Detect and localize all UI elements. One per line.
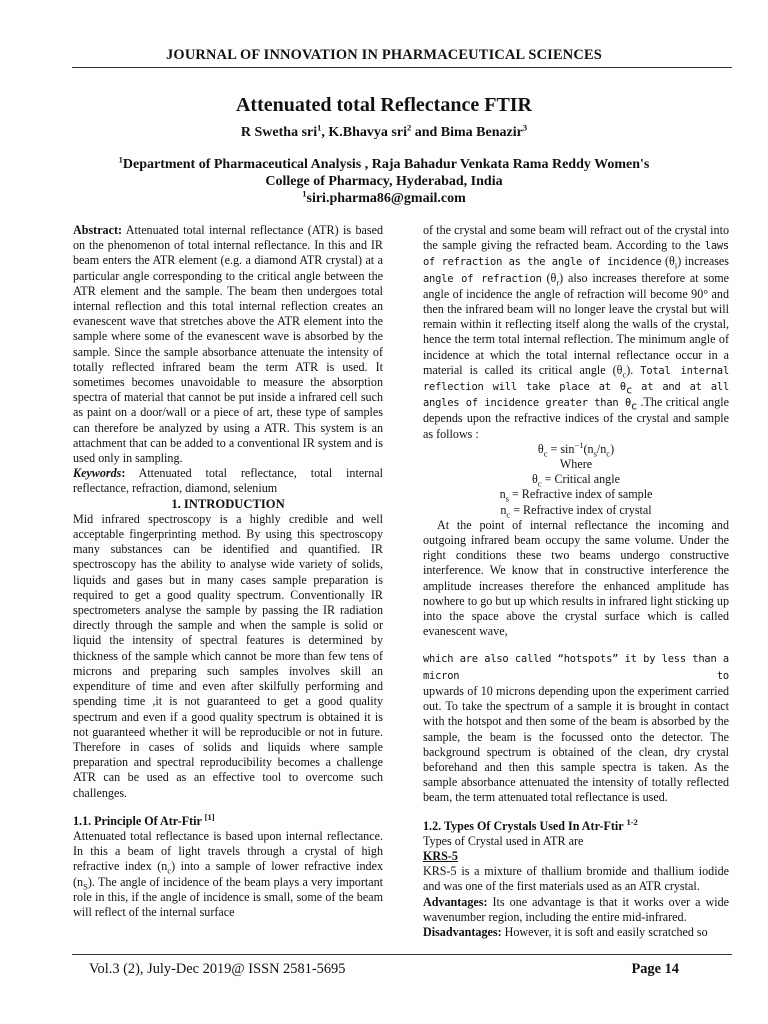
abstract [73,223,383,466]
right-column [423,223,729,940]
keywords-text: Attenuated total reflectance, total internal reflectance, refraction, diamond, selenium [73,466,383,496]
formula-definition: $n_c$ = Refractive index of crystal [500,502,652,520]
journal-header: JOURNAL OF INNOVATION IN PHARMACEUTICAL SCIENCES [166,47,602,63]
author-separator: and [411,125,441,140]
affiliation-line-1: $^1$Department of Pharmaceutical Analysis , Raja Bahadur Venkata Rama Reddy Women's [118,154,650,172]
author-name: Bima Benazir [440,125,523,140]
email-address: siri.pharma86@gmail.com [306,191,466,206]
keywords: Keywords: Attenuated total reflectance, total internal reflectance, refraction, diamond, selenium [73,466,383,496]
formula-where: Where [559,457,593,472]
citation: [1] [204,811,215,822]
citation: 1-2 [626,816,638,827]
krs5-disadvantages: Disadvantages: However, it is soft and easily scratched so [423,924,708,939]
section-heading-introduction: 1. INTRODUCTION [171,496,285,511]
critical-angle-formula: $\theta_c = \sin^{-1}(n_s/n_c)$ [537,439,615,459]
affiliation-line-2: College of Pharmacy, Hyderabad, India [265,174,503,189]
author-affil-sup: 1 [317,122,322,133]
refraction-paragraph: of the crystal and some beam will refract out of the crystal into the sample giving the refracted beam. According to the laws of refraction as the angle of incidence $(\theta_i)$ increases angle of refraction $(\theta_r)$ also increases therefore at some angle of incidence the angle of refraction will become 90° and then the infrared beam will no longer leave the crystal but will remain within it reflecting itself along the walls of the crystal, hence the term total internal reflection. The minimum angle of incidence at which the total internal reflectance occur in a material is called its critical angle $(\theta_c)$. Total internal reflection will take place at $\theta_c$ at and at all angles of incidence greater than $\theta_c$ .The critical angle depends upon the refractive indices of the crystal and sample as follows : [423,223,730,441]
formula-definition: $n_s$ = Refractive index of sample [499,487,653,504]
header-rule [72,67,732,68]
hotspot-paragraph: upwards of 10 microns depending upon the experiment carried out. To take the spectrum of a sample it is brought in contact with the hotspot and then some of the beam is absorbed by the sample, the beam is the focussed onto the detector. The background spectrum is obtained of the clean, dry crystal beforehand and then this sample spectra is taken. As the sample absorbance attenuated the intensity of totally reflected beam, the term attenuated total reflectance is used. [423,683,729,805]
author-name: K.Bhavya sri [328,125,407,140]
footer-rule [72,954,732,955]
footer-volume: Vol.3 (2), July-Dec 2019@ ISSN 2581-5695 [89,961,346,977]
keywords-label: Keywords [73,466,122,481]
abstract-label: Abstract: [73,223,123,237]
evanescent-paragraph: At the point of internal reflectance the incoming and outgoing infrared beam occupy the same volume. Under the right conditions these two beams undergo constructive interference. We know that in constructive interference the amplitude increases therefore the enhanced amplitude has nowhere to go but up which results in infrared light sticking up into the space above the crystal surface which is called evanescent wave, [423,517,729,639]
author-list [0,122,768,141]
author-affil-sup: 2 [406,122,412,133]
affiliation [0,156,768,207]
crystal-heading-krs5: KRS-5 [423,848,458,863]
abstract-text: Attenuated total internal reflectance (ATR) is based on the phenomenon of total internal reflectance. In this and IR beam enters the ATR element (e.g. a diamond ATR crystal) at a particular angle corresponding to the critical angle between the ATR element and the sample. The beam then undergoes total internal reflection and this total internal reflection creates an evanescent wave that stretches above the ATR element into the sample where some of the evanescent wave is absorbed by the sample. Since the sample absorbance attenuate the intensity of totally reflected infrared beam the term ATR is used. It sometimes becomes unavoidable to measure the absorption spectra of material that cannot be put inside a infrared cell such as paint on a door/wall or a piece of art, these type of samples can therefore be analyzed by using a ATR. This system is an attachment that can be added to a conventional IR system and is used only in sampling. [73,223,383,466]
formula-definition: $\theta_c$ = Critical angle [532,472,620,489]
page-number: Page 14 [631,961,679,977]
principle-text: Attenuated total reflectance is based upon internal reflectance. In this a beam of light travels through a crystal of high refractive index $(n_c)$ into a sample of lower refractive index $(n_S)$. The angle of incidence of the beam plays a very important role in this, if the angle of incidence is small, some of the beam will reflect of the internal surface [73,828,383,919]
krs5-advantages: Advantages: Its one advantage is that it works over a wide wavenumber region, including the entire mid-infrared. [423,894,729,924]
email-line: $^1$siri.pharma86@gmail.com [302,188,466,206]
page-title: Attenuated total Reflectance FTIR [235,94,533,116]
section-heading-principle: 1.1. Principle Of Atr-Ftir [1] [73,811,215,828]
section-heading-crystal-types: 1.2. Types Of Crystals Used In Atr-Ftir $^{1-2}$ [423,816,638,833]
author-name: R Swetha sri [240,125,318,140]
author-separator: , [321,125,329,140]
hotspot-line: which are also called “hotspots” it by less than a micron to [423,653,729,682]
author-affil-sup: 3 [522,122,528,133]
crystal-types-intro: Types of Crystal used in ATR are [423,833,584,848]
krs5-description: KRS-5 is a mixture of thallium bromide and thallium iodide and was one of the first materials used as an ATR crystal. [423,864,729,894]
left-column [73,223,383,920]
introduction-text: Mid infrared spectroscopy is a highly credible and well acceptable fingerprinting method. By using this spectroscopy many substances can be identified and quantified. IR spectroscopy has the ability to analyse wide variety of solids, liquids and gases but in many cases sample preparation is required to get a good quality spectrum. Conventionally IR spectrometers analyse the sample by passing the IR radiation directly through the sample and when the sample is solid or liquid the intensity of spectral features is determined by thickness of the sample which cannot be more than few tens of microns and preparing such samples involves skill an expenditure of time and even after skilfully performing and spending time ,it is not guaranteed to get a good quality spectrum and even if a good quality spectrum is obtained it is not guaranteed whether it will be reproducible or not in future. Therefore in cases of solids and liquids where sample preparation and spectral reproducibility becomes a challenge ATR can be used as an effective tool to overcome such challenges. [73,511,383,800]
